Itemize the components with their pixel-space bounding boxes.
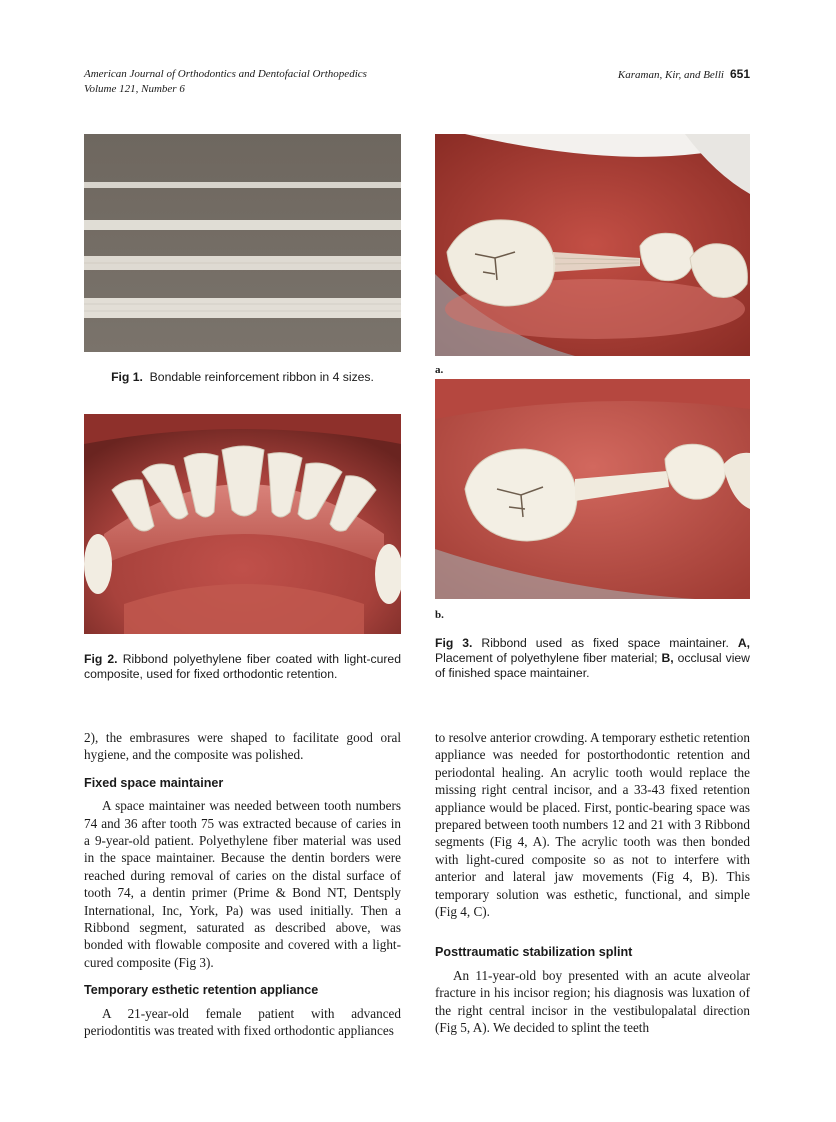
- fig1-text: Bondable reinforcement ribbon in 4 sizes.: [149, 370, 374, 384]
- left-column: [84, 729, 401, 1040]
- fig1-caption: [84, 370, 401, 385]
- right-paragraph-1: to resolve anterior crowding. A temporary esthetic retention appliance was needed for postorthodontic retention and periodontal healing. An acrylic tooth would replace the missing right central incisor, and a 33-43 fixed retention appliance would be placed. First, pontic-bearing space was prepared between tooth numbers 12 and 21 with 3 Ribbond segments (Fig 4, A). The acrylic tooth was then bonded with light-cured composite so as not to interfere with anterior and lateral jaw movements (Fig 4, B). This temporary solution was esthetic, functional, and simple (Fig 4, C).: [435, 730, 750, 920]
- fig2-caption: [84, 652, 401, 682]
- fig3-text-1: Ribbond used as fixed space maintainer.: [481, 636, 729, 650]
- journal-volume: Volume 121, Number 6: [84, 83, 185, 95]
- fig1-label: Fig 1.: [111, 370, 143, 384]
- left-paragraph-3: A 21-year-old female patient with advanced periodontitis was treated with fixed orthodontic appliances: [84, 1005, 401, 1039]
- left-paragraph-1: 2), the embrasures were shaped to facilitate good oral hygiene, and the composite was polished.: [84, 730, 401, 763]
- heading-temporary-esthetic-retention: Temporary esthetic retention appliance: [84, 983, 319, 998]
- journal-title: American Journal of Orthodontics and Dentofacial Orthopedics: [84, 68, 367, 80]
- fig3-panel-b-label: b.: [435, 609, 444, 621]
- fig2-photo: [84, 414, 401, 634]
- fig3-text-3: occlusal view of finished space maintainer.: [435, 651, 750, 680]
- fig3a-photo: [435, 134, 750, 356]
- page-number: 651: [729, 67, 750, 81]
- right-paragraph-2: An 11-year-old boy presented with an acute alveolar fracture in his incisor region; his diagnosis was luxation of the right central incisor in the vestibulopalatal direction (Fig 5, A). We decided to splint the teeth: [435, 967, 750, 1036]
- heading-fixed-space-maintainer: Fixed space maintainer: [84, 775, 224, 790]
- right-column: [435, 729, 750, 1037]
- fig3-panel-a-label: a.: [435, 364, 444, 376]
- fig2-label: Fig 2.: [84, 652, 118, 666]
- running-header-right: [618, 67, 750, 81]
- fig2-text: Ribbond polyethylene fiber coated with light-cured composite, used for fixed orthodontic retention.: [84, 652, 401, 681]
- fig3-text-2: Placement of polyethylene fiber material;: [435, 651, 658, 665]
- fig3-label: Fig 3.: [435, 636, 473, 650]
- running-header-left: [84, 67, 367, 97]
- heading-posttraumatic-splint: Posttraumatic stabilization splint: [435, 945, 633, 960]
- fig3-caption: [435, 636, 750, 681]
- authors: Karaman, Kir, and Belli: [617, 69, 724, 81]
- fig3-b-label: B,: [661, 651, 674, 665]
- fig3b-photo: [435, 379, 750, 599]
- fig3-a-label: A,: [737, 636, 751, 650]
- left-paragraph-2: A space maintainer was needed between tooth numbers 74 and 36 after tooth 75 was extracted because of caries in a 9-year-old patient. Polyethylene fiber material was used in the space maintainer. Because the dentin borders were reached during removal of caries on the distal surface of tooth 74, a dentin primer (Prime & Bond NT, Dentsply International, Inc, York, Pa) was used initially. Then a Ribbond segment, saturated as described above, was bonded with flowable composite and covered with a light-cured composite (Fig 3).: [84, 798, 401, 970]
- fig1-photo: [84, 134, 401, 352]
